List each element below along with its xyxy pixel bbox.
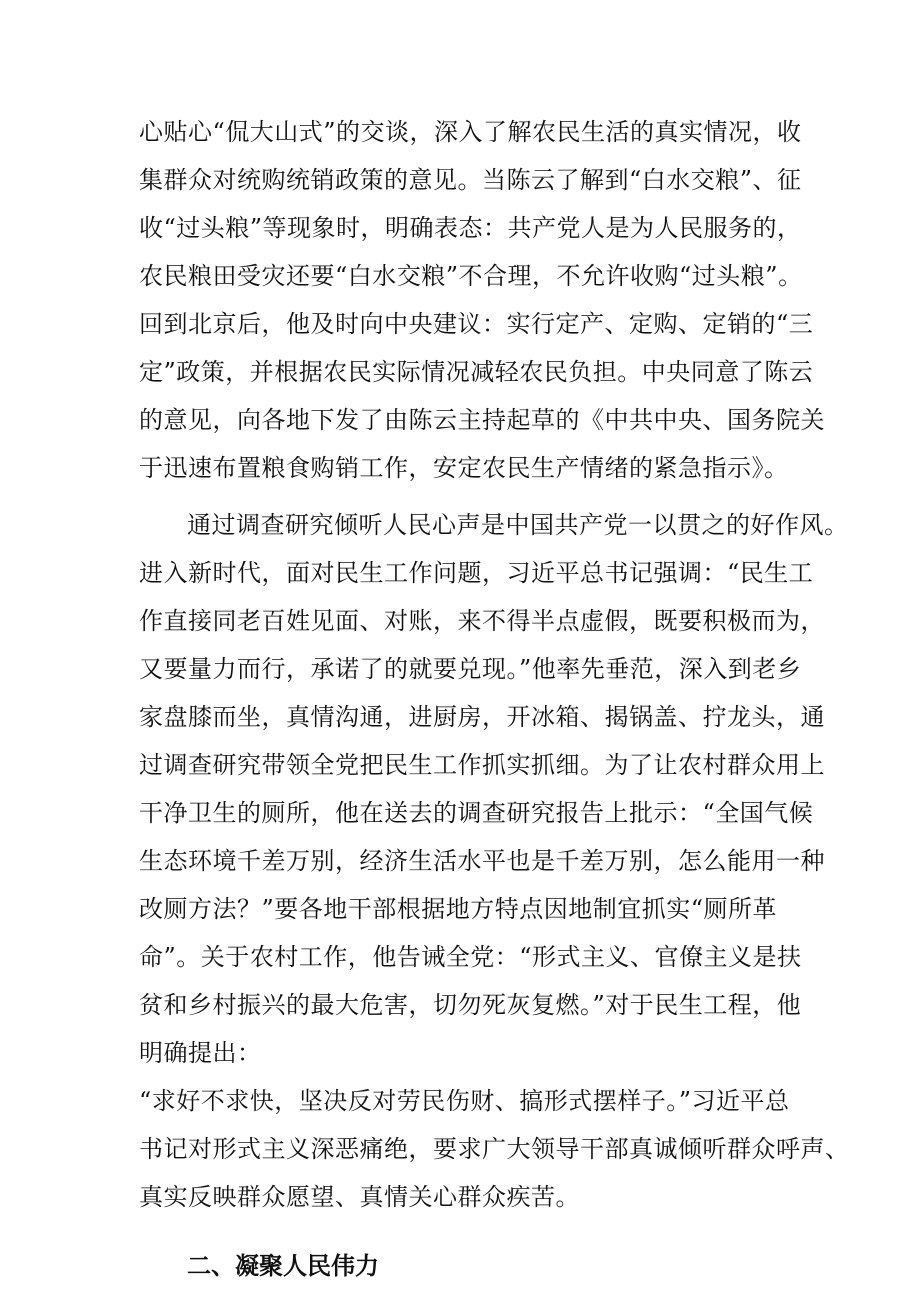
paragraph-1-line-4: 农民粮田受灾还要“白水交粮”不合理，不允许收购“过头粮”。 bbox=[139, 262, 803, 290]
paragraph-2-line-7: 干净卫生的厕所，他在送去的调查研究报告上批示：“全国气候 bbox=[139, 799, 814, 827]
paragraph-2-line-5: 家盘膝而坐，真情沟通，进厨房，开冰箱、揭锅盖、拧龙头，通 bbox=[139, 703, 825, 731]
paragraph-1-line-8: 于迅速布置粮食购销工作，安定农民生产情绪的紧急指示》。 bbox=[139, 454, 789, 482]
paragraph-2-line-9: 改厕方法？”要各地干部根据地方特点因地制宜抓实“厕所革 bbox=[139, 895, 778, 923]
paragraph-2-line-11: 贫和乡村振兴的最大危害，切勿死灰复燃。”对于民生工程，他 bbox=[139, 991, 802, 1019]
paragraph-1-line-3: 收“过头粮”等现象时，明确表态：共产党人是为人民服务的， bbox=[139, 214, 802, 242]
paragraph-2-line-6: 过调查研究带领全党把民生工作抓实抓细。为了让农村群众用上 bbox=[139, 751, 825, 779]
paragraph-2-line-12: 明确提出： bbox=[139, 1039, 262, 1067]
paragraph-2-line-3: 作直接同老百姓见面、对账，来不得半点虚假，既要积极而为， bbox=[139, 607, 825, 635]
paragraph-1-line-7: 的意见，向各地下发了由陈云主持起草的《中共中央、国务院关 bbox=[139, 406, 825, 434]
section-heading: 二、凝聚人民伟力 bbox=[187, 1252, 379, 1280]
paragraph-2-line-2: 进入新时代，面对民生工作问题，习近平总书记强调：“民生工 bbox=[139, 559, 814, 587]
paragraph-1-line-1: 心贴心“侃大山式”的交谈，深入了解农民生活的真实情况，收 bbox=[139, 118, 802, 146]
paragraph-2-line-14: 书记对形式主义深恶痛绝，要求广大领导干部真诚倾听群众呼声、 bbox=[139, 1135, 850, 1163]
paragraph-2-line-1: 通过调查研究倾听人民心声是中国共产党一以贯之的好作风。 bbox=[187, 511, 849, 539]
paragraph-1-line-2: 集群众对统购统销政策的意见。当陈云了解到“白水交粮”、征 bbox=[139, 166, 802, 194]
paragraph-1-line-5: 回到北京后，他及时向中央建议：实行定产、定购、定销的“三 bbox=[139, 310, 814, 338]
paragraph-1-line-6: 定”政策，并根据农民实际情况减轻农民负担。中央同意了陈云 bbox=[139, 358, 814, 386]
paragraph-2-line-13: “求好不求快，坚决反对劳民伤财、搞形式摆样子。”习近平总 bbox=[139, 1087, 790, 1115]
paragraph-2-line-8: 生态环境千差万别，经济生活水平也是千差万别，怎么能用一种 bbox=[139, 847, 825, 875]
paragraph-2-line-4: 又要量力而行，承诺了的就要兑现。”他率先垂范，深入到老乡 bbox=[139, 655, 802, 683]
paragraph-2-line-10: 命”。关于农村工作，他告诫全党：“形式主义、官僚主义是扶 bbox=[139, 943, 802, 971]
paragraph-2-line-15: 真实反映群众愿望、真情关心群众疾苦。 bbox=[139, 1183, 580, 1211]
